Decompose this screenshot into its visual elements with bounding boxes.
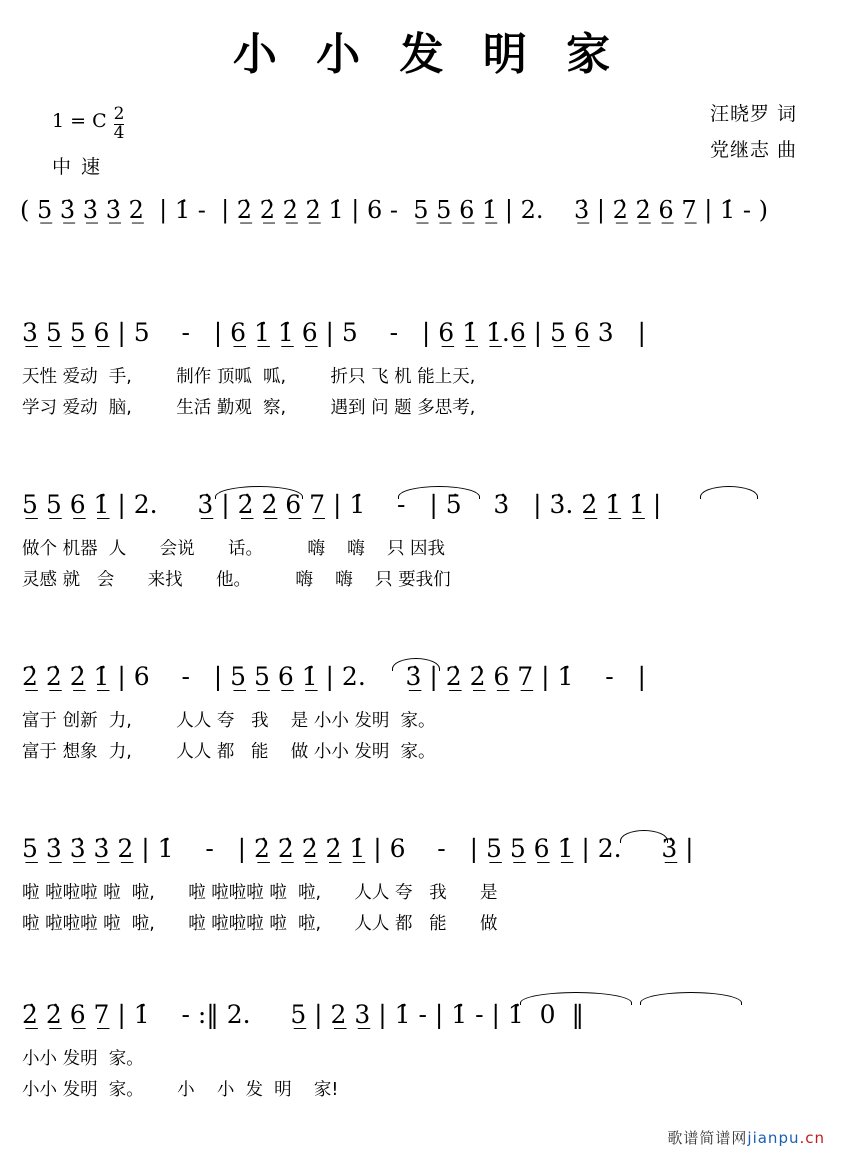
watermark-domain: jianpu (747, 1129, 800, 1147)
music-system-3 (0, 662, 843, 763)
music-system-4 (0, 834, 843, 935)
site-watermark (667, 1127, 825, 1148)
time-signature-denominator: 4 (113, 122, 125, 143)
slur-arc (620, 830, 668, 843)
system-5-lyrics-verse-2: 小小 发明 家。 小 小 发 明 家! (22, 1080, 339, 1100)
system-1-lyrics-verse-2: 学习 爱动 脑, 生活 勤观 察, 遇到 问 题 多思考, (22, 398, 476, 418)
key-signature-block (52, 104, 125, 147)
slur-arc (398, 486, 480, 499)
system-3-notation: 2̲̇ 2̲̇ 2̲̇ 1̲̇ | 6 - | 5̲ 5̲ 6̲ 1̲̇ | 2. 3̲̇ | 2̲̇ 2̲̇ 6̲ 7̲ | 1̇ - | (22, 662, 646, 691)
intro-notation: ( 5̲ 3̲̇ 3̲̇ 3̲̇ 2̲ | 1̇ - | 2̲̇ 2̲̇ 2̲̇ 2̲̇ 1̇ | 6 - 5̲ 5̲ 6̲ 1̲̇ | 2. 3̲̇ | 2̲̇ 2̲̇ 6̲ 7̲ | 1̇ - ) (20, 196, 768, 224)
time-signature-numerator: 2 (113, 104, 125, 124)
key-label: 1 = C (52, 110, 107, 132)
system-3-lyrics-verse-2: 富于 想象 力, 人人 都 能 做 小小 发明 家。 (22, 742, 436, 762)
time-signature (114, 106, 125, 143)
slur-arc (215, 486, 303, 499)
composer-credit: 党继志 曲 (709, 139, 797, 162)
music-system-1 (0, 318, 843, 419)
slur-arc (520, 992, 632, 1005)
lyricist-credit: 汪晓罗 词 (709, 103, 797, 125)
music-system-2 (0, 490, 843, 591)
system-2-lyrics-verse-1: 做个 机器 人 会说 话。 嗨 嗨 只 因我 (22, 539, 446, 559)
slur-arc (392, 658, 440, 671)
intro-system (0, 196, 843, 224)
system-4-lyrics-verse-1: 啦 啦啦啦 啦 啦, 啦 啦啦啦 啦 啦, 人人 夸 我 是 (22, 883, 498, 903)
system-5-lyrics-verse-1: 小小 发明 家。 (22, 1049, 144, 1069)
system-1-notation: 3̲ 5̲ 5̲ 6̲ | 5 - | 6̲ 1̲̇ 1̲̇ 6̲ | 5 - | 6̲ 1̲̇ 1̲̇.6̲ | 5̲ 6̲ 3 | (22, 318, 646, 347)
system-3-lyrics-verse-1: 富于 创新 力, 人人 夸 我 是 小小 发明 家。 (22, 711, 436, 731)
slur-arc (700, 486, 758, 499)
tempo-marking: 中 速 (52, 156, 103, 178)
watermark-site-name: 歌谱简谱网 (667, 1129, 748, 1147)
system-4-notation: 5̲ 3̲̇ 3̲̇ 3̲̇ 2̲ | 1̇ - | 2̲̇ 2̲̇ 2̲̇ 2̲̇ 1̲̇ | 6 - | 5̲ 5̲ 6̲ 1̲̇ | 2. 3̲̇ | (22, 834, 694, 863)
system-4-lyrics-verse-2: 啦 啦啦啦 啦 啦, 啦 啦啦啦 啦 啦, 人人 都 能 做 (22, 914, 498, 934)
credits-block (710, 96, 797, 168)
watermark-domain-tld: .cn (799, 1129, 825, 1147)
page-title: 小 小 发 明 家 (232, 29, 623, 80)
slur-arc (640, 992, 742, 1005)
system-5-notation: 2̲̇ 2̲̇ 6̲ 7̲ | 1̇ - :‖ 2. 5̲ | 2̲ 3̲ | 1̇ - | 1̇ - | 1̇ 0 ‖ (22, 1000, 584, 1029)
system-1-lyrics-verse-1: 天性 爱动 手, 制作 顶呱 呱, 折只 飞 机 能上天, (22, 367, 476, 387)
system-2-notation: 5̲ 5̲ 6̲ 1̲̇ | 2. 3̲̇ | 2̲̇ 2̲̇ 6̲ 7̲ | 1̇ - | 5̇ 3̇ | 3̇. 2̲̇ 1̲̇ 1̲̇ | (22, 490, 662, 519)
music-system-5 (0, 1000, 843, 1101)
system-2-lyrics-verse-2: 灵感 就 会 来找 他。 嗨 嗨 只 要我们 (22, 570, 451, 590)
